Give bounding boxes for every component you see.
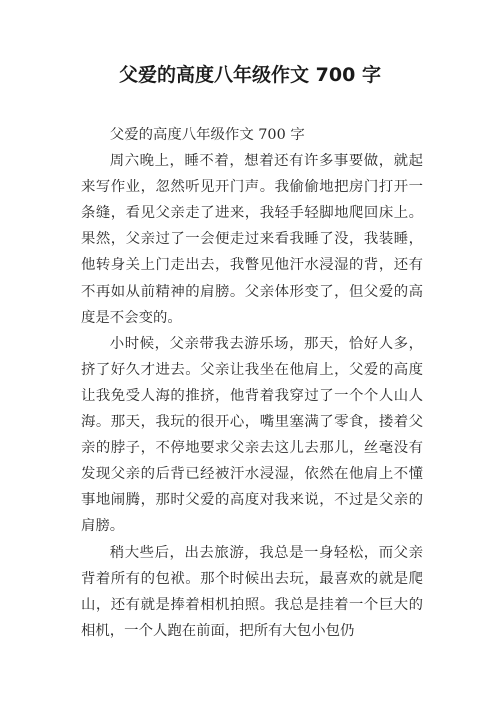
document-title: 父爱的高度八年级作文 700 字 bbox=[119, 64, 381, 86]
document-body bbox=[81, 122, 423, 644]
essay-subtitle: 父爱的高度八年级作文 700 字 bbox=[109, 127, 305, 143]
paragraph-3: 稍大些后，出去旅游，我总是一身轻松，而父亲背着所有的包袱。那个时候出去玩，最喜欢的就是爬山，还有就是捧着相机拍照。我总是挂着一个巨大的相机，一个人跑在前面，把所有大包小包仍 bbox=[81, 544, 423, 639]
paragraph-2: 小时候，父亲带我去游乐场，那天，恰好人多，挤了好久才进去。父亲让我坐在他肩上，父爱的高度让我免受人海的推挤，他背着我穿过了一个个人山人海。那天，我玩的很开心，嘴里塞满了零食，搂着父亲的脖子，不停地要求父亲去这儿去那儿，丝毫没有发现父亲的后背已经被汗水浸湿，依然在他肩上不懂事地闹腾，那时父爱的高度对我来说，不过是父亲的肩膀。 bbox=[81, 335, 423, 535]
paragraph-1: 周六晚上，睡不着，想着还有许多事要做，就起来写作业，忽然听见开门声。我偷偷地把房门打开一条缝，看见父亲走了进来，我轻手轻脚地爬回床上。果然，父亲过了一会便走过来看我睡了没，我装睡，他转身关上门走出去，我瞥见他汗水浸湿的背，还有不再如从前精神的肩膀。父亲体形变了，但父爱的高度是不会变的。 bbox=[81, 153, 423, 326]
